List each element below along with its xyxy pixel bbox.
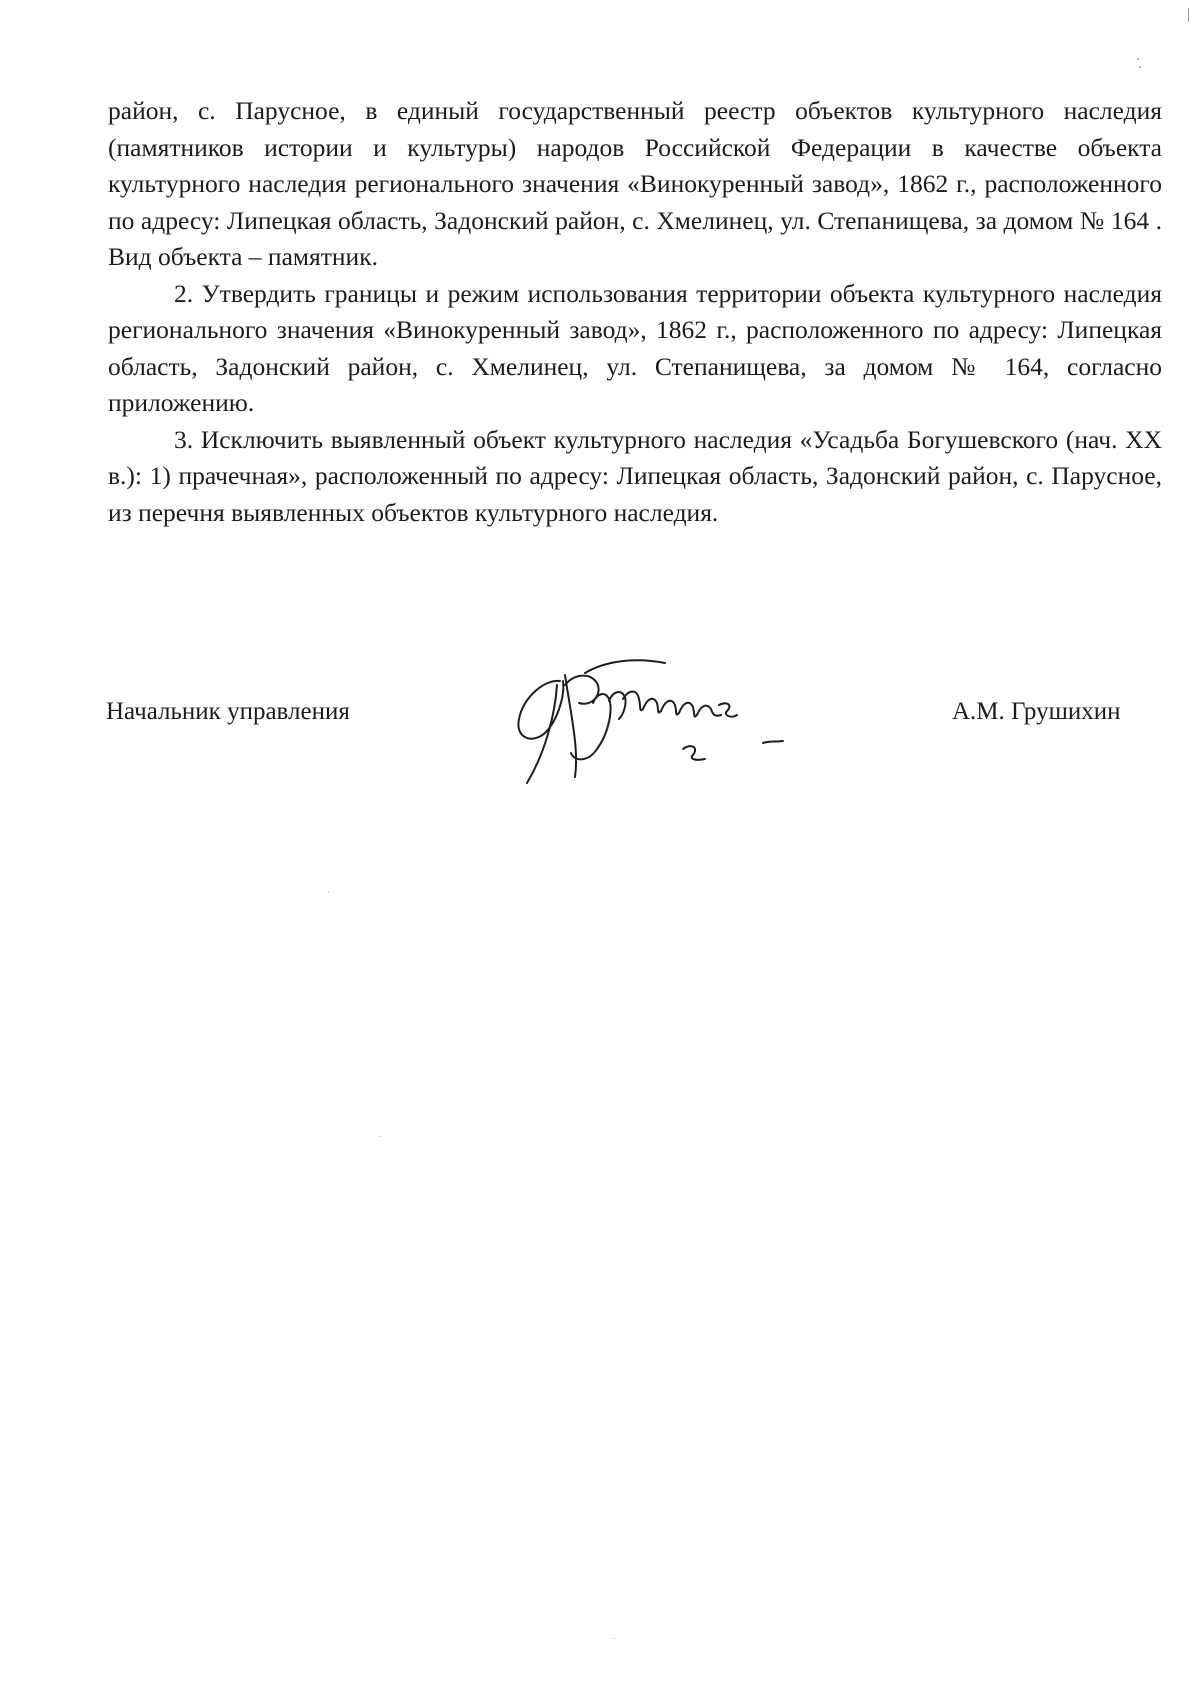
paragraph-item-2: 2. Утвердить границы и режим использования территории объекта культурного наследия регионального значения «Винокуренный завод», 1862 г., расположенного по адресу: Липецкая область, Задонский район, с. Хмелинец, ул. Степанищева, за домом № 164, согласно приложению. bbox=[108, 278, 1162, 417]
scan-speck bbox=[1137, 58, 1139, 60]
handwritten-signature bbox=[505, 645, 865, 795]
paragraph-item-3: 3. Исключить выявленный объект культурного наследия «Усадьба Богушевского (нач. XX в.): 1) прачечная», расположенный по адресу: Липецкая область, Задонский район, с. Парусное, из перечня выявленных объектов культурного наследия. bbox=[108, 424, 1162, 527]
scan-speck bbox=[1139, 66, 1141, 68]
scan-speck bbox=[614, 1638, 615, 1639]
scan-edge-mark bbox=[1188, 8, 1189, 22]
signer-name: А.М. Грушихин bbox=[952, 698, 1121, 725]
document-body bbox=[108, 93, 1162, 531]
paragraph-continuation: район, с. Парусное, в единый государственный реестр объектов культурного наследия (памятников истории и культуры) народов Российской Федерации в качестве объекта культурного наследия регионального значения «Винокуренный завод», 1862 г., расположенного по адресу: Липецкая область, Задонский район, с. Хмелинец, ул. Степанищева, за домом № 164 . Вид объекта – памятник. bbox=[108, 96, 1162, 271]
scan-speck bbox=[380, 1136, 381, 1137]
scan-speck bbox=[328, 892, 329, 893]
signer-position-title: Начальник управления bbox=[106, 698, 350, 725]
